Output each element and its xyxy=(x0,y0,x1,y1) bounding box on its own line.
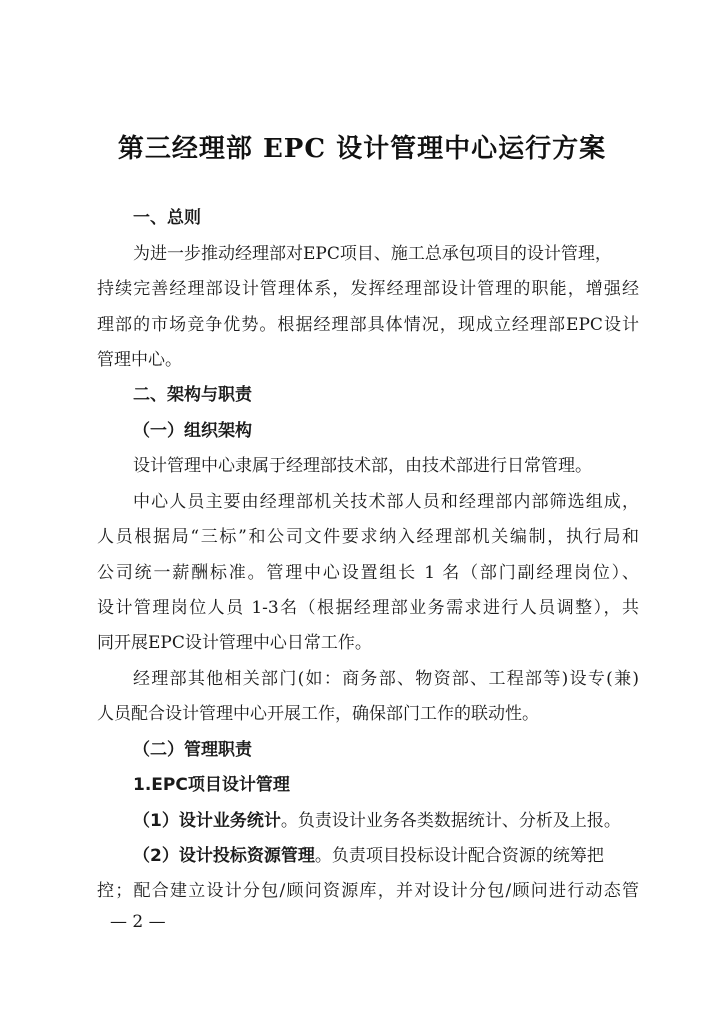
responsibility-item xyxy=(133,841,639,871)
responsibility-item-text: 。负责设计业务各类数据统计、分析及上报。 xyxy=(280,811,621,831)
paragraph-line: 持续完善经理部设计管理体系，发挥经理部设计管理的职能，增强经 xyxy=(97,279,639,299)
item-heading-epc-design: 1.EPC项目设计管理 xyxy=(133,775,290,795)
responsibility-item-text: 。负责项目投标设计配合资源的统筹把 xyxy=(314,846,604,866)
paragraph-line: 同开展EPC设计管理中心日常工作。 xyxy=(97,633,372,653)
responsibility-item-title: （1）设计业务统计 xyxy=(133,811,281,831)
paragraph-line: 理部的市场竞争优势。根据经理部具体情况，现成立经理部EPC设计 xyxy=(97,315,639,335)
paragraph-line: 公司统一薪酬标准。管理中心设置组长 1 名（部门副经理岗位）、 xyxy=(97,563,639,583)
paragraph-line: 控；配合建立设计分包/顾问资源库，并对设计分包/顾问进行动态管 xyxy=(97,881,639,901)
responsibility-item xyxy=(133,806,639,836)
subsection-heading-responsibilities: （二）管理职责 xyxy=(133,740,252,760)
paragraph-line: 为进一步推动经理部对EPC项目、施工总承包项目的设计管理， xyxy=(133,244,612,264)
document-title: 第三经理部 EPC 设计管理中心运行方案 xyxy=(117,134,607,164)
paragraph-line: 中心人员主要由经理部机关技术部人员和经理部内部筛选组成， xyxy=(133,492,639,512)
paragraph-line: 设计管理中心隶属于经理部技术部，由技术部进行日常管理。 xyxy=(133,456,592,476)
paragraph-line: 人员配合设计管理中心开展工作，确保部门工作的联动性。 xyxy=(97,704,539,724)
section-heading-general: 一、总则 xyxy=(133,208,201,228)
section-heading-structure: 二、架构与职责 xyxy=(133,385,252,405)
subsection-heading-organization: （一）组织架构 xyxy=(133,421,252,441)
responsibility-item-title: （2）设计投标资源管理 xyxy=(133,846,315,866)
paragraph-line: 经理部其他相关部门(如：商务部、物资部、工程部等)设专(兼) xyxy=(133,669,639,689)
page-number: — 2 — xyxy=(110,912,166,932)
paragraph-line: 设计管理岗位人员 1-3名（根据经理部业务需求进行人员调整），共 xyxy=(97,598,639,618)
paragraph-line: 人员根据局“三标”和公司文件要求纳入经理部机关编制，执行局和 xyxy=(97,527,639,547)
paragraph-line: 管理中心。 xyxy=(97,350,182,370)
